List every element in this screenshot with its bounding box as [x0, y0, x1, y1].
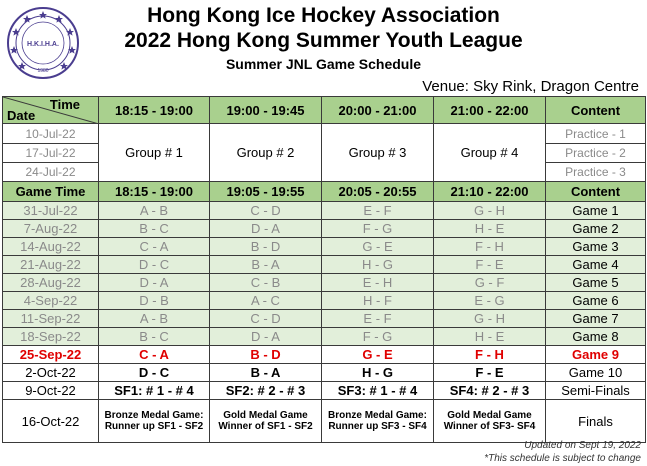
game-date: 7-Aug-22: [3, 220, 99, 238]
game-content: Game 3: [546, 238, 646, 256]
game-slot-header: 21:10 - 22:00: [434, 182, 546, 202]
game-matchup: B - A: [210, 364, 322, 382]
game-slot-header: 18:15 - 19:00: [99, 182, 210, 202]
practice-slot-header: 18:15 - 19:00: [99, 97, 210, 124]
game-matchup: C - B: [210, 274, 322, 292]
practice-group: Group # 4: [434, 124, 546, 182]
practice-group: Group # 1: [99, 124, 210, 182]
game-matchup: SF3: # 1 - # 4: [322, 382, 434, 400]
game-matchup: F - E: [434, 256, 546, 274]
game-matchup: H - G: [322, 256, 434, 274]
game-matchup: D - A: [210, 220, 322, 238]
game-matchup: C - A: [99, 238, 210, 256]
time-header-label: Time: [49, 97, 80, 112]
game-matchup: G - F: [434, 274, 546, 292]
game-content: Game 1: [546, 202, 646, 220]
association-title: Hong Kong Ice Hockey Association: [147, 4, 500, 27]
game-matchup: E - G: [434, 292, 546, 310]
final-game: Bronze Medal Game: Runner up SF1 - SF2: [99, 400, 210, 443]
game-content: Game 10: [546, 364, 646, 382]
game-content: Game 7: [546, 310, 646, 328]
game-matchup: B - D: [210, 238, 322, 256]
game-matchup: B - C: [99, 328, 210, 346]
game-rows: [3, 202, 646, 400]
game-row: [3, 364, 646, 382]
game-matchup: C - A: [99, 346, 210, 364]
game-matchup: E - H: [322, 274, 434, 292]
game-content: Semi-Finals: [546, 382, 646, 400]
date-header-label: Date: [7, 108, 36, 123]
game-matchup: SF4: # 2 - # 3: [434, 382, 546, 400]
game-date: 31-Jul-22: [3, 202, 99, 220]
updated-note: Updated on Sept 19, 2022: [524, 440, 641, 451]
game-date: 18-Sep-22: [3, 328, 99, 346]
game-matchup: B - D: [210, 346, 322, 364]
disclaimer-note: *This schedule is subject to change: [484, 453, 641, 464]
practice-content: Practice - 2: [546, 144, 646, 163]
logo-year: 1980: [37, 68, 49, 74]
game-matchup: D - C: [99, 256, 210, 274]
game-row: [3, 382, 646, 400]
game-date: 28-Aug-22: [3, 274, 99, 292]
final-game: Gold Medal Game Winner of SF3- SF4: [434, 400, 546, 443]
practice-content: Practice - 1: [546, 124, 646, 144]
logo-text: H.K.I.H.A.: [27, 41, 59, 48]
game-matchup: F - G: [322, 220, 434, 238]
game-content: Game 4: [546, 256, 646, 274]
time-date-header-cell: [3, 97, 99, 124]
game-matchup: SF1: # 1 - # 4: [99, 382, 210, 400]
schedule-table: [2, 96, 646, 443]
game-matchup: G - E: [322, 238, 434, 256]
league-title: 2022 Hong Kong Summer Youth League: [124, 29, 523, 52]
game-matchup: G - H: [434, 310, 546, 328]
game-content: Game 8: [546, 328, 646, 346]
game-row: [3, 346, 646, 364]
content-header: Content: [546, 97, 646, 124]
practice-date: 10-Jul-22: [3, 124, 99, 144]
game-row: [3, 202, 646, 220]
game-matchup: D - A: [99, 274, 210, 292]
game-matchup: F - E: [434, 364, 546, 382]
game-date: 21-Aug-22: [3, 256, 99, 274]
game-matchup: C - D: [210, 202, 322, 220]
game-date: 14-Aug-22: [3, 238, 99, 256]
game-matchup: C - D: [210, 310, 322, 328]
game-time-header: Game Time: [3, 182, 99, 202]
game-slot-header: 19:05 - 19:55: [210, 182, 322, 202]
game-matchup: A - B: [99, 310, 210, 328]
game-matchup: E - F: [322, 310, 434, 328]
game-date: 11-Sep-22: [3, 310, 99, 328]
game-date: 9-Oct-22: [3, 382, 99, 400]
game-matchup: D - C: [99, 364, 210, 382]
game-matchup: A - C: [210, 292, 322, 310]
game-matchup: H - E: [434, 220, 546, 238]
game-content: Game 2: [546, 220, 646, 238]
game-matchup: B - C: [99, 220, 210, 238]
game-matchup: D - B: [99, 292, 210, 310]
schedule-subtitle: Summer JNL Game Schedule: [225, 56, 422, 72]
game-row: [3, 274, 646, 292]
final-date: 16-Oct-22: [3, 400, 99, 443]
practice-slot-header: 19:00 - 19:45: [210, 97, 322, 124]
practice-date: 24-Jul-22: [3, 163, 99, 182]
practice-content: Practice - 3: [546, 163, 646, 182]
final-game: Bronze Medal Game: Runner up SF3 - SF4: [322, 400, 434, 443]
game-content: Game 6: [546, 292, 646, 310]
final-game: Gold Medal Game Winner of SF1 - SF2: [210, 400, 322, 443]
game-date: 25-Sep-22: [3, 346, 99, 364]
game-row: [3, 238, 646, 256]
game-row: [3, 256, 646, 274]
game-matchup: B - A: [210, 256, 322, 274]
game-row: [3, 328, 646, 346]
game-matchup: G - E: [322, 346, 434, 364]
game-matchup: H - G: [322, 364, 434, 382]
game-date: 2-Oct-22: [3, 364, 99, 382]
final-content: Finals: [546, 400, 646, 443]
game-date: 4-Sep-22: [3, 292, 99, 310]
game-content-header: Content: [546, 182, 646, 202]
game-matchup: E - F: [322, 202, 434, 220]
game-matchup: H - E: [434, 328, 546, 346]
game-matchup: F - G: [322, 328, 434, 346]
game-matchup: G - H: [434, 202, 546, 220]
game-content: Game 5: [546, 274, 646, 292]
game-row: [3, 220, 646, 238]
game-row: [3, 292, 646, 310]
game-matchup: H - F: [322, 292, 434, 310]
game-matchup: A - B: [99, 202, 210, 220]
game-slot-header: 20:05 - 20:55: [322, 182, 434, 202]
game-matchup: F - H: [434, 238, 546, 256]
practice-date: 17-Jul-22: [3, 144, 99, 163]
practice-group: Group # 2: [210, 124, 322, 182]
game-matchup: D - A: [210, 328, 322, 346]
game-matchup: F - H: [434, 346, 546, 364]
game-content: Game 9: [546, 346, 646, 364]
practice-slot-header: 20:00 - 21:00: [322, 97, 434, 124]
practice-slot-header: 21:00 - 22:00: [434, 97, 546, 124]
practice-group: Group # 3: [322, 124, 434, 182]
game-row: [3, 310, 646, 328]
venue-label: Venue: Sky Rink, Dragon Centre: [422, 78, 639, 95]
game-matchup: SF2: # 2 - # 3: [210, 382, 322, 400]
